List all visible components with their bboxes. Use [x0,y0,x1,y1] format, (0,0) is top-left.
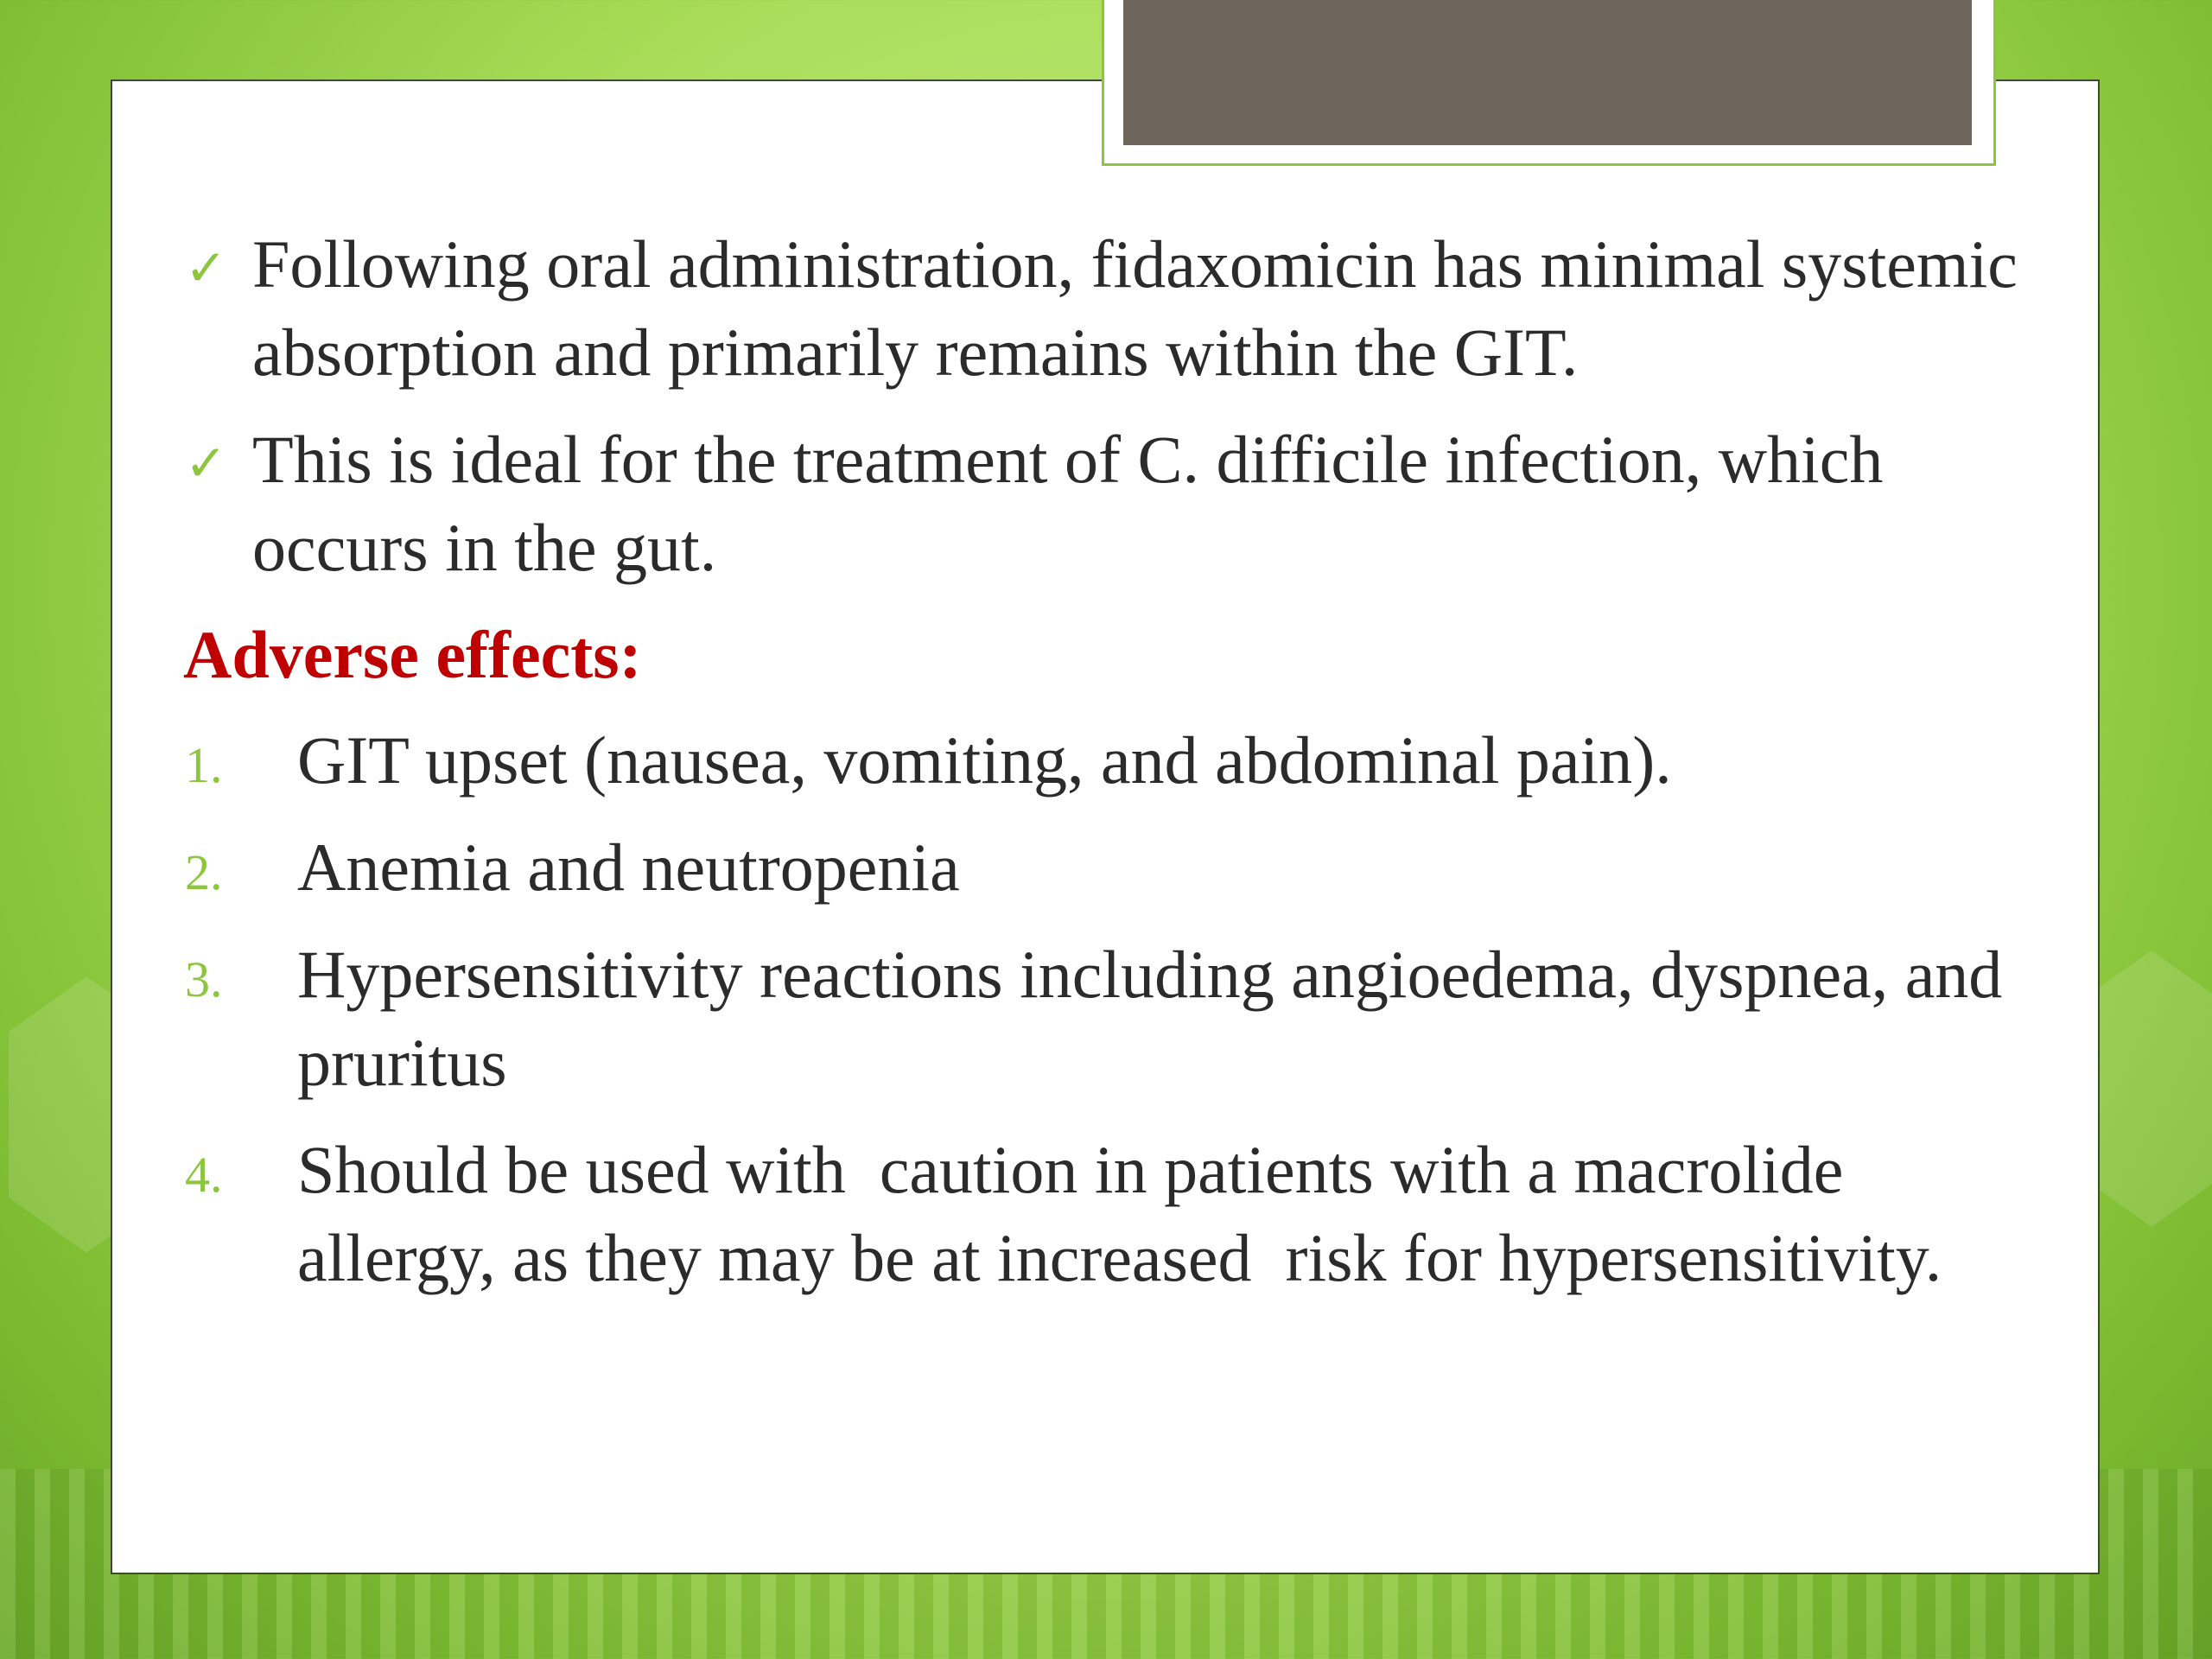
check-icon: ✓ [185,434,227,493]
title-placeholder [1123,0,1972,145]
list-item [183,1126,2050,1302]
slide-content [183,220,2050,1321]
check-icon: ✓ [185,238,227,297]
list-item [183,716,2050,804]
list-number: 3. [185,951,223,1007]
list-text: Hypersensitivity reactions including angioedema, dyspnea, and pruritus [297,937,2003,1100]
list-number: 2. [185,844,223,900]
bullet-item [183,416,2050,592]
list-item [183,931,2050,1107]
list-text: Anemia and neutropenia [297,830,960,905]
bullet-text: This is ideal for the treatment of C. difficile infection, which occurs in the gut. [252,422,1884,585]
list-item [183,823,2050,912]
bullet-item [183,220,2050,397]
section-heading: Adverse effects: [183,617,642,692]
list-text: Should be used with caution in patients with a macrolide allergy, as they may be at increased risk for hypersensitivity. [297,1132,1942,1295]
list-number: 1. [185,737,223,793]
list-text: GIT upset (nausea, vomiting, and abdominal pain). [297,722,1672,798]
bullet-text: Following oral administration, fidaxomicin has minimal systemic absorption and primarily remains within the GIT. [252,226,2018,390]
list-number: 4. [185,1147,223,1203]
